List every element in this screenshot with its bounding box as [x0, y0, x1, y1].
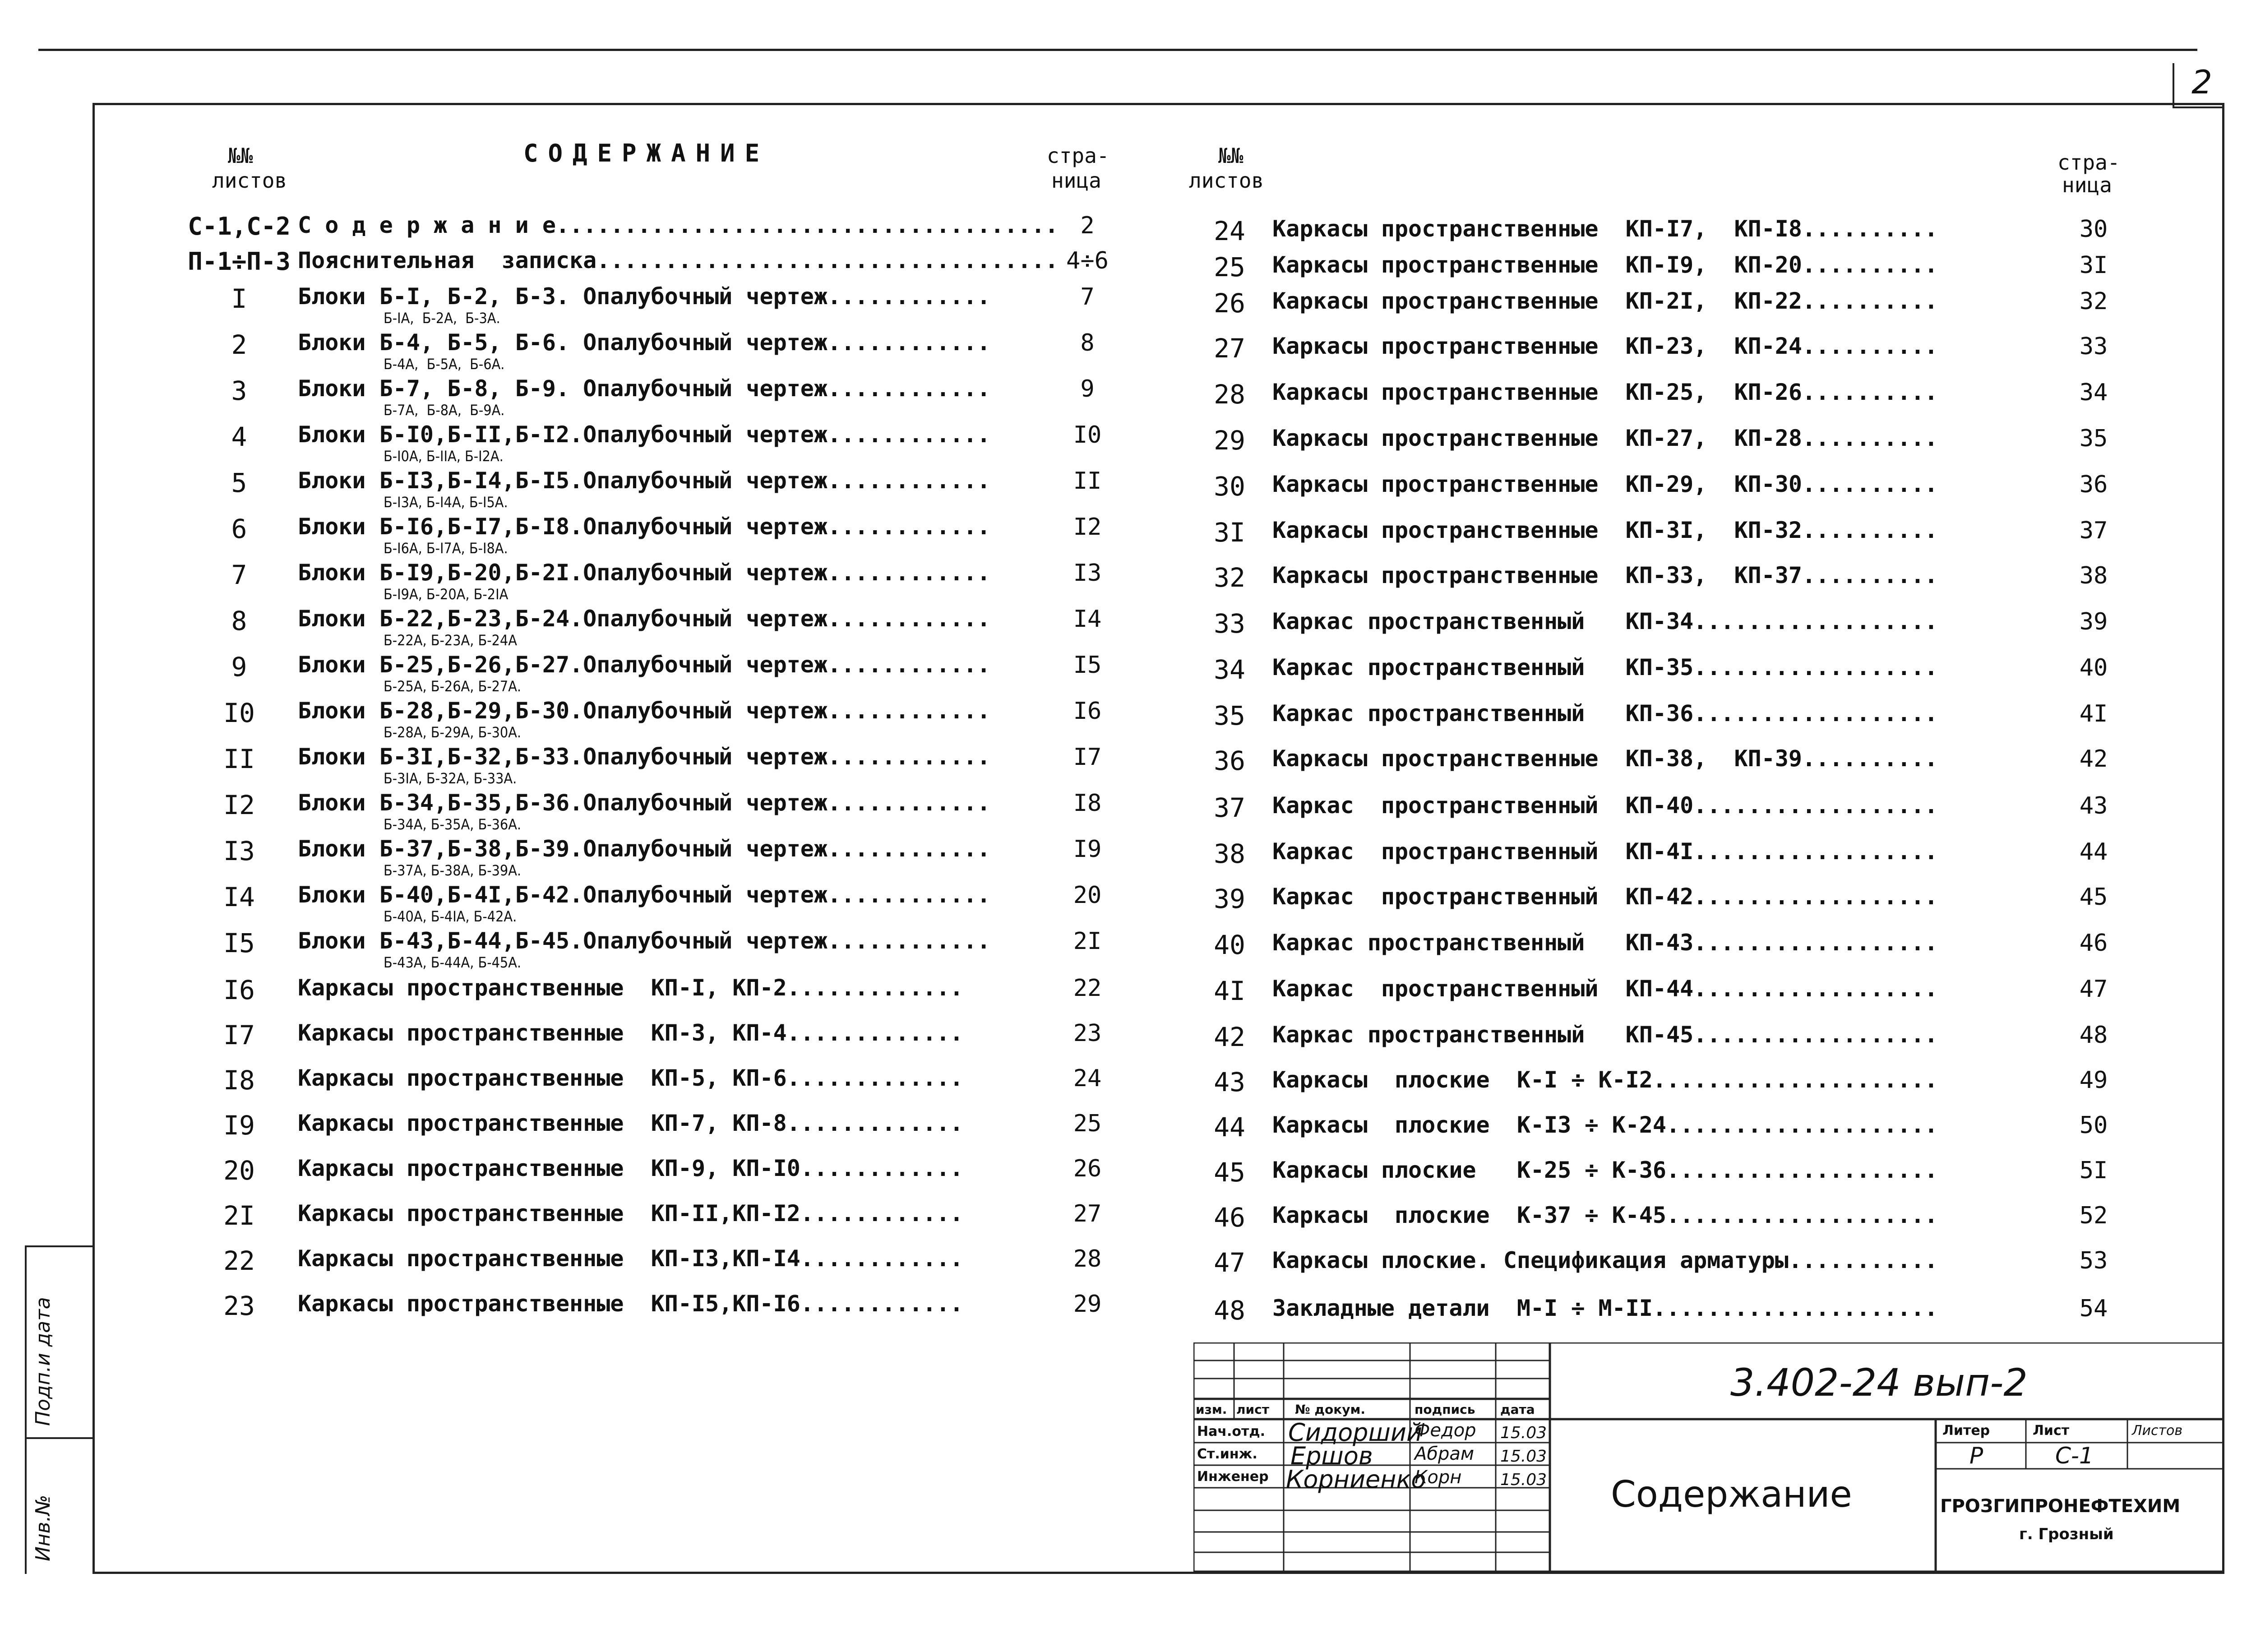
row-title: Блоки Б-7, Б-8, Б-9. Опалубочный чертеж............ [298, 375, 991, 402]
toc-row [185, 1291, 1142, 1327]
organization-city: г. Грозный [2019, 1525, 2114, 1543]
sheet-num: 23 [223, 1291, 255, 1321]
toc-row [1191, 1022, 2157, 1058]
page-num: 40 [2079, 654, 2108, 681]
row-subtitle: Б-3IА, Б-32А, Б-33А. [384, 770, 517, 787]
row-title: Каркасы пространственные КП-29, КП-30.......... [1272, 471, 1938, 497]
date-3: 15.03 [1500, 1471, 1547, 1489]
page-num: 38 [2079, 562, 2108, 589]
page-num: 3I [2079, 252, 2108, 279]
sheet-num: 7 [231, 560, 247, 590]
row-title: Каркасы пространственные КП-25, КП-26.......... [1272, 379, 1938, 405]
row-title: Каркасы пространственные КП-7, КП-8............. [298, 1110, 964, 1136]
page-num: I5 [1073, 652, 1102, 679]
toc-row [185, 975, 1142, 1011]
page-num: 28 [1073, 1245, 1102, 1273]
row-title: Блоки Б-34,Б-35,Б-36.Опалубочный чертеж............ [298, 790, 991, 816]
sheet-num: 20 [223, 1155, 255, 1186]
row-title: Каркас пространственный КП-45.................. [1272, 1022, 1938, 1048]
sheet-num: 32 [1214, 562, 1245, 593]
sheet-num: I2 [223, 790, 255, 820]
sheet-num: 5 [231, 467, 247, 498]
page-num: I3 [1073, 560, 1102, 587]
organization-name: ГРОЗГИПРОНЕФТЕХИМ [1940, 1496, 2181, 1517]
toc-row [185, 1200, 1142, 1236]
right-num-label-2: листов [1189, 168, 1264, 193]
sheet-num: П-1÷П-3 [188, 247, 291, 276]
toc-row [185, 744, 1142, 787]
sheet-num: 28 [1214, 379, 1245, 410]
right-num-label-1: №№ [1218, 143, 1244, 168]
sheet-num: 27 [1214, 333, 1245, 364]
page-num: 34 [2079, 379, 2108, 406]
row-title: Каркасы пространственные КП-33, КП-37.......... [1272, 562, 1938, 588]
row-subtitle: Б-43А, Б-44А, Б-45А. [384, 954, 522, 971]
document-title: Содержание [1611, 1473, 1852, 1515]
right-page-label-1: стра- [2057, 150, 2120, 175]
toc-row [185, 467, 1142, 511]
toc-row [1191, 884, 2157, 920]
page-num: I0 [1073, 421, 1102, 449]
page-num: 45 [2079, 884, 2108, 911]
sheet-num: 46 [1214, 1202, 1245, 1233]
sheet-num: 38 [1214, 838, 1245, 869]
left-page-label-1: стра- [1047, 143, 1110, 168]
sheet-num: 36 [1214, 745, 1245, 776]
document-code: 3.402-24 вып-2 [1730, 1360, 2028, 1405]
sheet-num: 45 [1214, 1157, 1245, 1188]
row-title: Блоки Б-I3,Б-I4,Б-I5.Опалубочный чертеж............ [298, 467, 991, 494]
page-num: 36 [2079, 471, 2108, 498]
sheet-num: 25 [1214, 252, 1245, 282]
row-title: Каркасы плоские. Спецификация арматуры........... [1272, 1247, 1938, 1273]
page-num: 4÷6 [1066, 247, 1109, 274]
row-title: Каркасы пространственные КП-I, КП-2............. [298, 975, 964, 1001]
row-subtitle: Б-4А, Б-5А, Б-6А. [384, 356, 505, 373]
sheet-num: 3I [1214, 517, 1245, 548]
page-num: 27 [1073, 1200, 1102, 1227]
page-num: 2 [1080, 212, 1095, 239]
row-title: Каркасы пространственные КП-I7, КП-I8.......... [1272, 216, 1938, 242]
row-title: Каркас пространственный КП-43.................. [1272, 930, 1938, 956]
row-subtitle: Б-40А, Б-4IА, Б-42А. [384, 908, 517, 925]
left-num-label-2: листов [212, 168, 287, 193]
toc-row [185, 836, 1142, 879]
sheet-num: I6 [223, 975, 255, 1005]
row-title: Каркасы плоские К-I ÷ К-I2..................... [1272, 1067, 1938, 1093]
page-num: 50 [2079, 1112, 2108, 1139]
toc-row [1191, 1157, 2157, 1193]
row-title: Каркас пространственный КП-34.................. [1272, 608, 1938, 634]
toc-row [1191, 1295, 2157, 1331]
row-subtitle: Б-I6А, Б-I7А, Б-I8А. [384, 540, 508, 557]
page-num: 29 [1073, 1291, 1102, 1318]
page-num: 48 [2079, 1022, 2108, 1049]
page-num: 4I [2079, 700, 2108, 727]
sheet-num: 2 [231, 329, 247, 360]
top-border-line [38, 49, 2197, 51]
page-num: 43 [2079, 792, 2108, 819]
sheet-num: 29 [1214, 425, 1245, 456]
row-title: Каркасы пространственные КП-27, КП-28.......... [1272, 425, 1938, 451]
page-num: I9 [1073, 836, 1102, 863]
toc-row [1191, 654, 2157, 690]
row-subtitle: Б-28А, Б-29А, Б-30А. [384, 724, 522, 741]
row-title: Блоки Б-28,Б-29,Б-30.Опалубочный чертеж............ [298, 698, 991, 724]
toc-row [185, 1065, 1142, 1101]
row-title: Каркас пространственный КП-36.................. [1272, 700, 1938, 727]
toc-row [185, 375, 1142, 419]
row-title: Блоки Б-25,Б-26,Б-27.Опалубочный чертеж............ [298, 652, 991, 678]
page-num: 24 [1073, 1065, 1102, 1092]
stage-value: Р [1969, 1443, 1983, 1469]
toc-row [1191, 216, 2157, 252]
row-title: Каркасы пространственные КП-I3,КП-I4............ [298, 1245, 964, 1272]
toc-row [185, 329, 1142, 373]
toc-row [1191, 1247, 2157, 1283]
row-title: Каркасы пространственные КП-I5,КП-I6............ [298, 1291, 964, 1317]
row-subtitle: Б-37А, Б-38А, Б-39А. [384, 862, 522, 879]
page-num: 46 [2079, 930, 2108, 957]
sheet-num: 26 [1214, 288, 1245, 319]
col-header-sheet: лист [1236, 1402, 1269, 1417]
row-title: Каркасы пространственные КП-5, КП-6............. [298, 1065, 964, 1091]
page-num: 23 [1073, 1020, 1102, 1047]
page-num: 52 [2079, 1202, 2108, 1229]
row-title: Блоки Б-I9,Б-20,Б-2I.Опалубочный чертеж............ [298, 560, 991, 586]
row-title: Каркасы пространственные КП-9, КП-I0............ [298, 1155, 964, 1181]
page-num: 20 [1073, 882, 1102, 909]
page-num: 25 [1073, 1110, 1102, 1137]
row-title: Каркас пространственный КП-44.................. [1272, 976, 1938, 1002]
sheet-num: I7 [223, 1020, 255, 1050]
row-title: Блоки Б-43,Б-44,Б-45.Опалубочный чертеж............ [298, 928, 991, 954]
sheet-number-box-bottom [2173, 106, 2224, 108]
toc-row [185, 698, 1142, 741]
row-title: Каркасы плоские К-25 ÷ К-36.................... [1272, 1157, 1938, 1183]
page-num: 9 [1080, 375, 1095, 403]
role-engineer: Инженер [1197, 1469, 1269, 1485]
role-head-of-dept: Нач.отд. [1197, 1424, 1265, 1439]
page-num: 53 [2079, 1247, 2108, 1274]
page-num: 26 [1073, 1155, 1102, 1182]
inner-frame-left [92, 103, 95, 1574]
col-header-signature: подпись [1415, 1402, 1475, 1417]
sheet-num: II [223, 744, 255, 774]
sheet-num: 33 [1214, 608, 1245, 639]
toc-row [1191, 1067, 2157, 1103]
sheet-num: 43 [1214, 1067, 1245, 1097]
page-num: I2 [1073, 514, 1102, 541]
sheet-num: 37 [1214, 792, 1245, 823]
signature-date-label: Подп.и дата [32, 1297, 55, 1426]
row-title: С о д е р ж а н и е..................................... [298, 212, 1059, 238]
sheet-num: 47 [1214, 1247, 1245, 1278]
name-engineer: Корниенко [1286, 1465, 1426, 1494]
sheet-value: С-1 [2055, 1443, 2094, 1469]
sheet-num: 24 [1214, 216, 1245, 246]
toc-row [185, 606, 1142, 649]
toc-row [185, 1155, 1142, 1191]
toc-row [185, 1245, 1142, 1282]
sheet-num: 9 [231, 652, 247, 682]
left-num-label-1: №№ [228, 143, 253, 168]
page-num: 39 [2079, 608, 2108, 635]
row-title: Каркасы пространственные КП-I9, КП-20.......... [1272, 252, 1938, 278]
page-num: 32 [2079, 288, 2108, 315]
sheet-num: 4 [231, 421, 247, 452]
toc-row [1191, 333, 2157, 369]
col-header-change: изм. [1196, 1402, 1227, 1417]
sheet-num: I3 [223, 836, 255, 866]
page-num: 44 [2079, 838, 2108, 865]
name-senior-engineer: Ершов [1290, 1442, 1373, 1470]
row-subtitle: Б-I9А, Б-20А, Б-2IА [384, 586, 509, 603]
page-num: 42 [2079, 745, 2108, 773]
row-title: Каркасы пространственные КП-38, КП-39.......... [1272, 745, 1938, 772]
sheet-num: 35 [1214, 700, 1245, 731]
toc-row [185, 1020, 1142, 1056]
page-num: 47 [2079, 976, 2108, 1003]
toc-row [185, 514, 1142, 557]
sheet-num: 22 [223, 1245, 255, 1276]
toc-row [185, 560, 1142, 603]
row-title: Каркасы пространственные КП-2I, КП-22.......... [1272, 288, 1938, 314]
title-block [1193, 1342, 2224, 1573]
page-num: I7 [1073, 744, 1102, 771]
name-head-of-dept: Сидорший [1288, 1418, 1423, 1447]
toc-row [1191, 562, 2157, 598]
sheet-num: 2I [223, 1200, 255, 1231]
row-title: Блоки Б-I0,Б-II,Б-I2.Опалубочный чертеж............ [298, 421, 991, 448]
sheet-num: С-1,С-2 [188, 212, 291, 241]
page-num: I4 [1073, 606, 1102, 633]
row-subtitle: Б-22А, Б-23А, Б-24А [384, 632, 517, 649]
toc-row [1191, 838, 2157, 875]
page-num: 5I [2079, 1157, 2108, 1184]
sheet-num: 30 [1214, 471, 1245, 502]
toc-row [1191, 930, 2157, 966]
row-subtitle: Б-34А, Б-35А, Б-36А. [384, 816, 522, 833]
page-num: 22 [1073, 975, 1102, 1002]
inventory-label: Инв.№ [32, 1495, 55, 1561]
sheets-label: Листов [2132, 1423, 2183, 1439]
row-title: Каркасы пространственные КП-II,КП-I2............ [298, 1200, 964, 1226]
sheet-num: 4I [1214, 976, 1245, 1006]
sheet-num: 3 [231, 375, 247, 406]
toc-row [185, 790, 1142, 833]
toc-row [185, 652, 1142, 695]
sheet-num: 39 [1214, 884, 1245, 914]
toc-row [185, 212, 1142, 248]
signature-2: Абрам [1415, 1444, 1475, 1464]
date-1: 15.03 [1500, 1424, 1547, 1442]
row-title: Блоки Б-22,Б-23,Б-24.Опалубочный чертеж............ [298, 606, 991, 632]
page-num: 2I [1073, 928, 1102, 955]
toc-row [1191, 1202, 2157, 1238]
toc-row [1191, 1112, 2157, 1148]
sheet-num: 34 [1214, 654, 1245, 685]
toc-row [1191, 700, 2157, 736]
row-title: Каркас пространственный КП-42.................. [1272, 884, 1938, 910]
stage-label: Литер [1942, 1423, 1990, 1439]
page-num: 7 [1080, 283, 1095, 310]
signature-3: Корн [1415, 1467, 1462, 1488]
page-num: 54 [2079, 1295, 2108, 1322]
sheet-num: I8 [223, 1065, 255, 1096]
row-title: Каркасы пространственные КП-3, КП-4............. [298, 1020, 964, 1046]
page-num: II [1073, 467, 1102, 495]
page-title: СОДЕРЖАНИЕ [523, 139, 770, 167]
page-num: 37 [2079, 517, 2108, 544]
sheet-num: I9 [223, 1110, 255, 1141]
row-title: Каркасы плоские К-I3 ÷ К-24.................... [1272, 1112, 1938, 1138]
row-title: Каркас пространственный КП-40.................. [1272, 792, 1938, 819]
toc-row [1191, 288, 2157, 324]
row-title: Закладные детали М-I ÷ М-II..................... [1272, 1295, 1938, 1321]
sheet-num: 44 [1214, 1112, 1245, 1143]
col-header-date: дата [1500, 1402, 1535, 1417]
row-title: Каркасы пространственные КП-3I, КП-32.......... [1272, 517, 1938, 543]
toc-row [185, 882, 1142, 925]
date-2: 15.03 [1500, 1447, 1547, 1466]
sheet-num: I4 [223, 882, 255, 912]
role-senior-engineer: Ст.инж. [1197, 1446, 1257, 1462]
row-subtitle: Б-7А, Б-8А, Б-9А. [384, 402, 505, 419]
toc-row [185, 421, 1142, 465]
row-title: Каркас пространственный КП-4I.................. [1272, 838, 1938, 865]
row-subtitle: Б-I3А, Б-I4А, Б-I5А. [384, 494, 508, 511]
toc-row [1191, 252, 2157, 288]
toc-row [1191, 792, 2157, 828]
toc-row [185, 283, 1142, 327]
sheet-num: I [231, 283, 247, 314]
sheet-number-box-left [2173, 63, 2174, 108]
toc-row [1191, 517, 2157, 553]
side-stamp-frame [25, 1245, 27, 1574]
row-title: Пояснительная записка.................................. [298, 247, 1059, 273]
page-num: 8 [1080, 329, 1095, 356]
side-stamp-divider-1 [25, 1245, 92, 1247]
page-num: 33 [2079, 333, 2108, 360]
page-num: I8 [1073, 790, 1102, 817]
page-num: 35 [2079, 425, 2108, 452]
row-title: Блоки Б-4, Б-5, Б-6. Опалубочный чертеж............ [298, 329, 991, 356]
row-title: Блоки Б-37,Б-38,Б-39.Опалубочный чертеж............ [298, 836, 991, 862]
toc-row [1191, 379, 2157, 415]
row-title: Блоки Б-I, Б-2, Б-3. Опалубочный чертеж............ [298, 283, 991, 310]
row-title: Блоки Б-I6,Б-I7,Б-I8.Опалубочный чертеж............ [298, 514, 991, 540]
inner-frame-top [92, 103, 2224, 105]
row-title: Каркасы пространственные КП-23, КП-24.......... [1272, 333, 1938, 359]
sheet-num: 48 [1214, 1295, 1245, 1326]
signature-1: Федор [1415, 1420, 1476, 1441]
sheet-num: 6 [231, 514, 247, 544]
toc-row [1191, 425, 2157, 461]
toc-row [185, 247, 1142, 283]
row-title: Блоки Б-3I,Б-32,Б-33.Опалубочный чертеж............ [298, 744, 991, 770]
col-header-doc-no: № докум. [1295, 1402, 1366, 1417]
toc-row [1191, 976, 2157, 1012]
toc-row [1191, 745, 2157, 782]
toc-row [1191, 471, 2157, 507]
sheet-num: 8 [231, 606, 247, 636]
page-num: 30 [2079, 216, 2108, 243]
row-subtitle: Б-25А, Б-26А, Б-27А. [384, 678, 522, 695]
page-num: 49 [2079, 1067, 2108, 1094]
sheet-num: 42 [1214, 1022, 1245, 1052]
page-num: I6 [1073, 698, 1102, 725]
row-subtitle: Б-I0А, Б-IIА, Б-I2А. [384, 448, 504, 465]
row-title: Блоки Б-40,Б-4I,Б-42.Опалубочный чертеж............ [298, 882, 991, 908]
row-title: Каркас пространственный КП-35.................. [1272, 654, 1938, 680]
toc-row [185, 1110, 1142, 1146]
row-subtitle: Б-IА, Б-2А, Б-3А. [384, 310, 500, 327]
right-page-label-2: ница [2062, 173, 2112, 197]
sheet-num: I0 [223, 698, 255, 728]
sheet-num: 40 [1214, 930, 1245, 960]
side-stamp-divider-2 [25, 1437, 92, 1439]
row-title: Каркасы плоские К-37 ÷ К-45.................... [1272, 1202, 1938, 1228]
sheet-label: Лист [2033, 1423, 2070, 1439]
toc-row [185, 928, 1142, 971]
sheet-num: I5 [223, 928, 255, 958]
sheet-number: 2 [2191, 63, 2212, 101]
toc-row [1191, 608, 2157, 644]
left-page-label-2: ница [1051, 168, 1101, 193]
